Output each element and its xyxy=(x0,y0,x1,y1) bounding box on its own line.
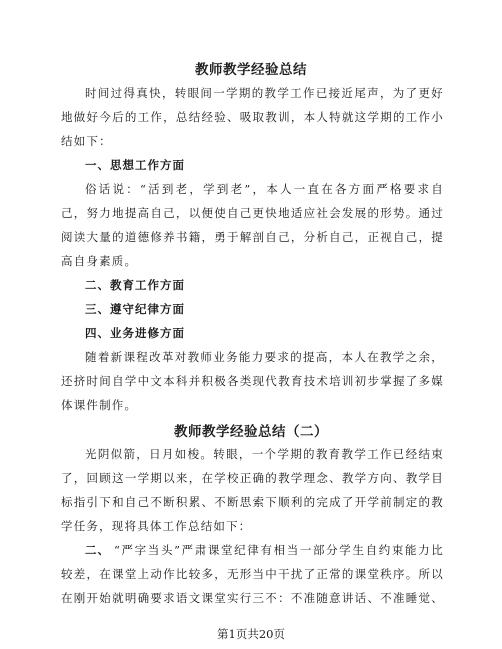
paragraph-line: 己，努力地提高自己，以便使自己更快地适应社会发展的形势。通过 xyxy=(61,206,444,220)
section-heading: 一、思想工作方面 xyxy=(85,158,185,172)
paragraph-line: 高自身素质。 xyxy=(61,254,138,268)
paragraph-line: 阅读大量的道德修养书籍，勇于解剖自己，分析自己，正视自己，提 xyxy=(61,230,444,244)
paragraph-line: “严字当头”严肃课堂纪律有相当一部分学生自约束能力比 xyxy=(114,543,444,557)
section-heading: 三、遵守纪律方面 xyxy=(85,302,185,316)
paragraph-line: 时间过得真快，转眼间一学期的教学工作已接近尾声，为了更好 xyxy=(85,86,444,100)
paragraph-line: 还挤时间自学中文本科并积极各类现代教育技术培训初步掌握了多媒 xyxy=(61,374,444,388)
section-heading: 二、教育工作方面 xyxy=(85,278,185,292)
paragraph-line: 地做好今后的工作，总结经验、吸取教训，本人特就这学期的工作小 xyxy=(61,110,444,124)
paragraph-line: 随着新课程改革对教师业务能力要求的提高，本人在教学之余， xyxy=(85,350,444,364)
paragraph-line: 学任务，现将具体工作总结如下： xyxy=(61,519,252,533)
paragraph-line: 标指引下和自己不断积累、不断思索下顺利的完成了开学前制定的教 xyxy=(61,495,444,509)
paragraph-line: 在刚开始就明确要求语文课堂实行三不：不准随意讲话、不准睡觉、 xyxy=(61,591,444,605)
paragraph-line: 结如下： xyxy=(61,134,112,148)
paragraph-line: 了，回顾这一学期以来，在学校正确的教学理念、教学方向、教学目 xyxy=(61,471,444,485)
section-heading: 四、业务进修方面 xyxy=(85,326,185,340)
paragraph-line: 俗话说：“活到老，学到老”，本人一直在各方面严格要求自 xyxy=(85,182,444,196)
paragraph-lead: 二、 xyxy=(85,543,110,557)
paragraph-line: 较差，在课堂上动作比较多，无形当中干扰了正常的课堂秩序。所以 xyxy=(61,567,444,581)
document-title: 教师教学经验总结 xyxy=(195,62,307,78)
page-number-footer: 第1页共20页 xyxy=(217,627,285,641)
document-title: 教师教学经验总结（二） xyxy=(174,424,328,440)
paragraph-line: 体课件制作。 xyxy=(61,398,138,412)
paragraph-line: 光阴似箭，日月如梭。转眼，一个学期的教育教学工作已经结束 xyxy=(85,447,444,461)
